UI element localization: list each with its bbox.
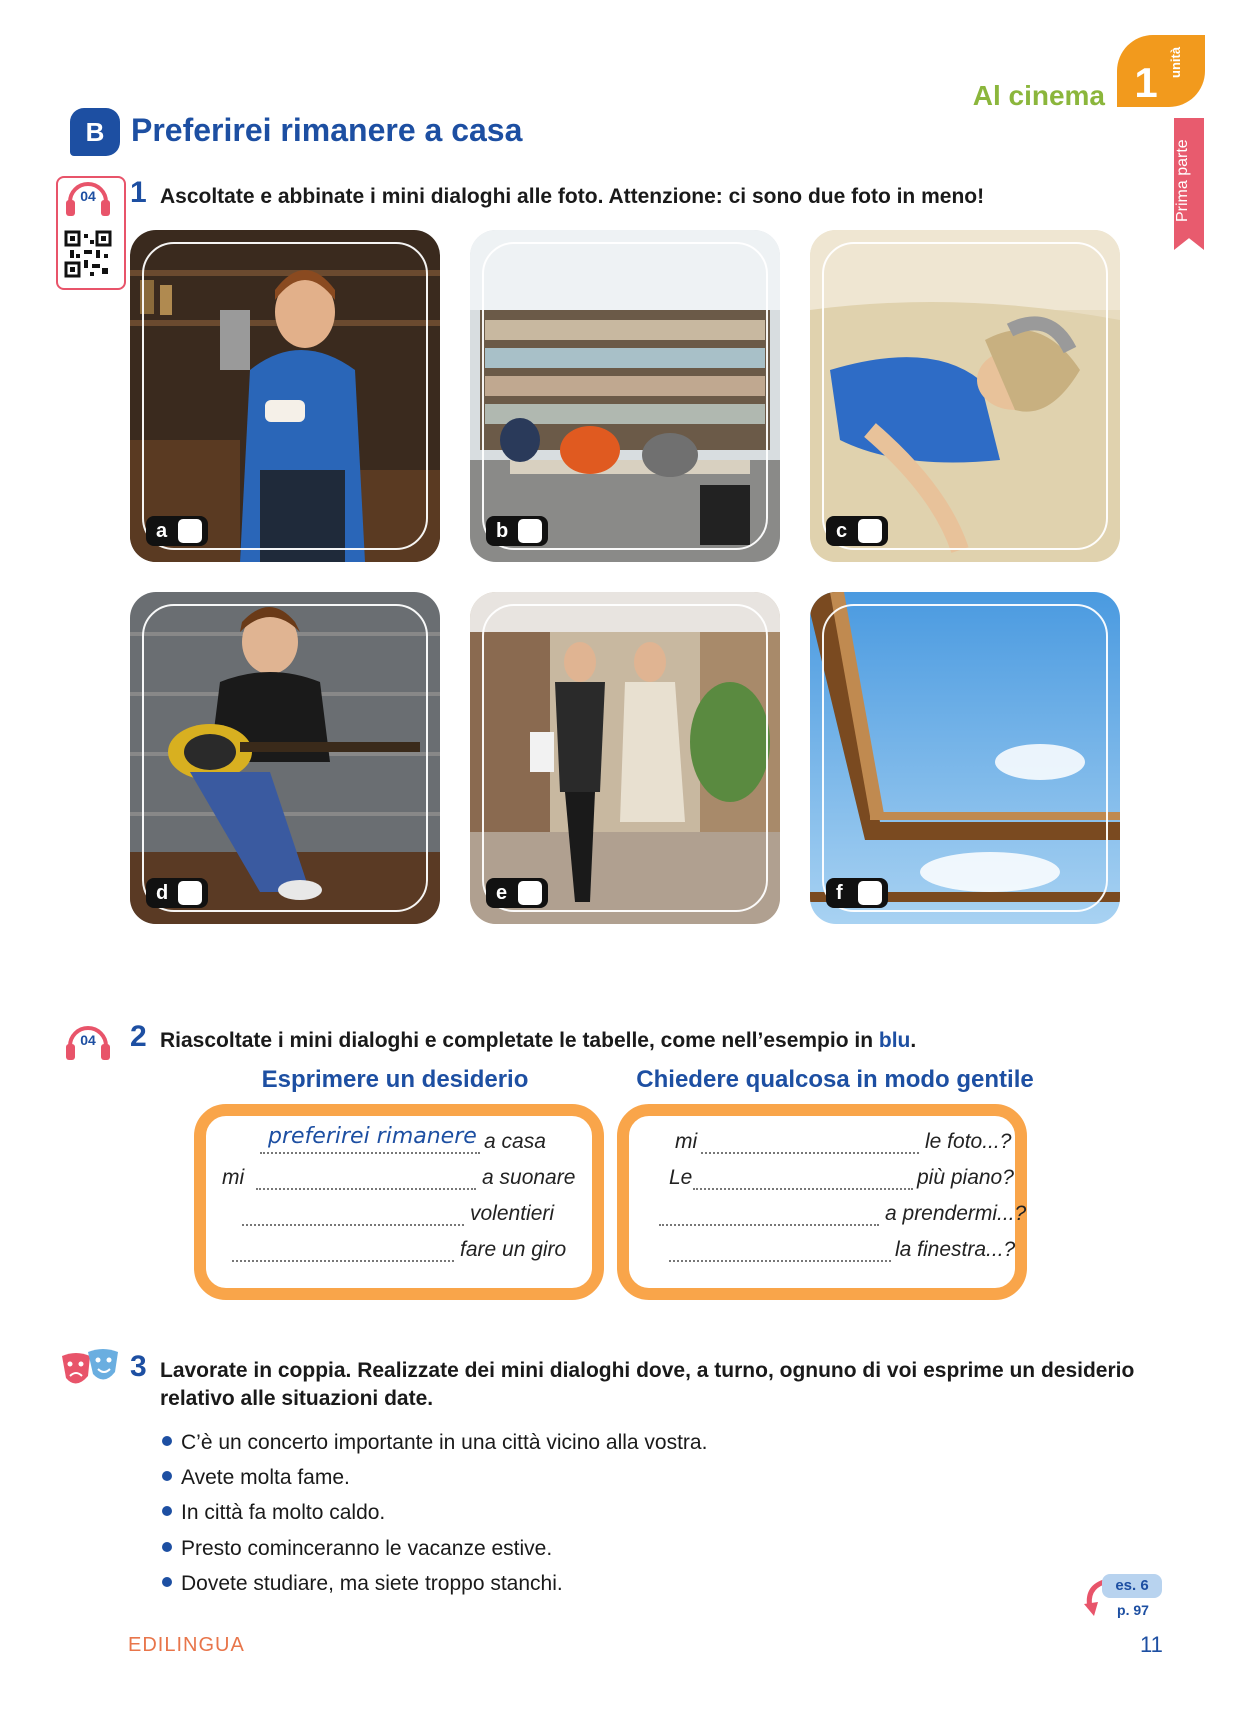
- photo-c-resting: [810, 230, 1120, 562]
- table-left-row-3: volentieri: [470, 1202, 555, 1225]
- situation-item: C’è un concerto importante in una città vicino alla vostra.: [162, 1431, 707, 1455]
- exercise-2-instruction: Riascoltate i mini dialoghi e completate le tabelle, come nell’esempio in blu.: [160, 1029, 917, 1052]
- photo-e-shopping: [470, 592, 780, 924]
- photo-a-barista: [130, 230, 440, 562]
- photo-f-window-sky: [810, 592, 1120, 924]
- table-left-row-1: a casa: [484, 1130, 546, 1153]
- exercise-2-number: 2: [130, 1020, 147, 1053]
- table-right-row-2-before: Le: [669, 1166, 693, 1189]
- audio-track-number: 04: [80, 188, 96, 204]
- section-badge: B: [70, 108, 120, 156]
- situation-item: Presto cominceranno le vacanze estive.: [162, 1537, 552, 1561]
- situation-item: Avete molta fame.: [162, 1466, 350, 1490]
- answer-blank[interactable]: [232, 1260, 454, 1262]
- answer-checkbox[interactable]: [858, 519, 882, 543]
- answer-blank[interactable]: [659, 1224, 879, 1226]
- workbook-reference-page: p. 97: [1117, 1602, 1149, 1618]
- answer-blank[interactable]: [260, 1152, 480, 1154]
- photo-d-guitarist: [130, 592, 440, 924]
- answer-blank[interactable]: [669, 1260, 891, 1262]
- situation-item: In città fa molto caldo.: [162, 1501, 385, 1525]
- unit-number: 1: [1134, 59, 1158, 106]
- table-right-row-1: le foto...?: [925, 1130, 1012, 1153]
- table-left-row-2: a suonare: [482, 1166, 576, 1189]
- photo-label: b: [496, 520, 509, 542]
- ribbon-label: Prima parte: [1174, 139, 1191, 223]
- workbook-reference[interactable]: es. 6: [1102, 1574, 1162, 1598]
- exercise-3-instruction-line-2: relativo alle situazioni date.: [160, 1387, 434, 1410]
- table-right-row-4: la finestra...?: [895, 1238, 1016, 1261]
- audio-track-number: 04: [80, 1032, 96, 1048]
- answer-checkbox[interactable]: [178, 881, 202, 905]
- situation-item: Dovete studiare, ma siete troppo stanchi.: [162, 1572, 563, 1596]
- table-left-box: [194, 1104, 604, 1300]
- section-title: Preferirei rimanere a casa: [131, 112, 523, 148]
- answer-checkbox[interactable]: [178, 519, 202, 543]
- table-right-title: Chiedere qualcosa in modo gentile: [636, 1066, 1034, 1093]
- table-right-box: [617, 1104, 1027, 1300]
- table-left-title: Esprimere un desiderio: [261, 1066, 529, 1093]
- answer-blank[interactable]: [242, 1224, 464, 1226]
- answer-checkbox[interactable]: [858, 881, 882, 905]
- table-right-row-3: a prendermi...?: [885, 1202, 1027, 1225]
- page-number: 11: [1140, 1632, 1163, 1657]
- qr-code-icon[interactable]: [64, 230, 112, 278]
- photo-label: e: [496, 882, 508, 904]
- table-left-row-2-before: mi: [222, 1166, 245, 1189]
- photo-label: d: [156, 882, 169, 904]
- table-left-row-4: fare un giro: [460, 1238, 567, 1261]
- answer-blank[interactable]: [701, 1152, 919, 1154]
- theater-masks-icon: [58, 1346, 122, 1394]
- photo-label: c: [836, 520, 848, 542]
- exercise-3-instruction-line-1: Lavorate in coppia. Realizzate dei mini dialoghi dove, a turno, ognuno di voi esprime un desiderio: [160, 1359, 1135, 1382]
- table-right-row-2: più piano?: [917, 1166, 1014, 1189]
- answer-checkbox[interactable]: [518, 881, 542, 905]
- photo-label: a: [156, 520, 168, 542]
- unit-word: unità: [1168, 46, 1183, 78]
- photo-label: f: [836, 882, 843, 904]
- photo-b-library: [470, 230, 780, 562]
- exercise-1-instruction: Ascoltate e abbinate i mini dialoghi alle foto. Attenzione: ci sono due foto in meno!: [160, 185, 985, 208]
- exercise-1-number: 1: [130, 176, 147, 209]
- answer-checkbox[interactable]: [518, 519, 542, 543]
- answer-blank[interactable]: [693, 1188, 913, 1190]
- chapter-title: Al cinema: [972, 80, 1105, 111]
- exercise-3-number: 3: [130, 1350, 147, 1383]
- example-answer: preferirei rimanere: [268, 1124, 477, 1149]
- table-right-row-1-before: mi: [675, 1130, 698, 1153]
- publisher-logo: EDILINGUA: [128, 1634, 245, 1656]
- answer-blank[interactable]: [256, 1188, 476, 1190]
